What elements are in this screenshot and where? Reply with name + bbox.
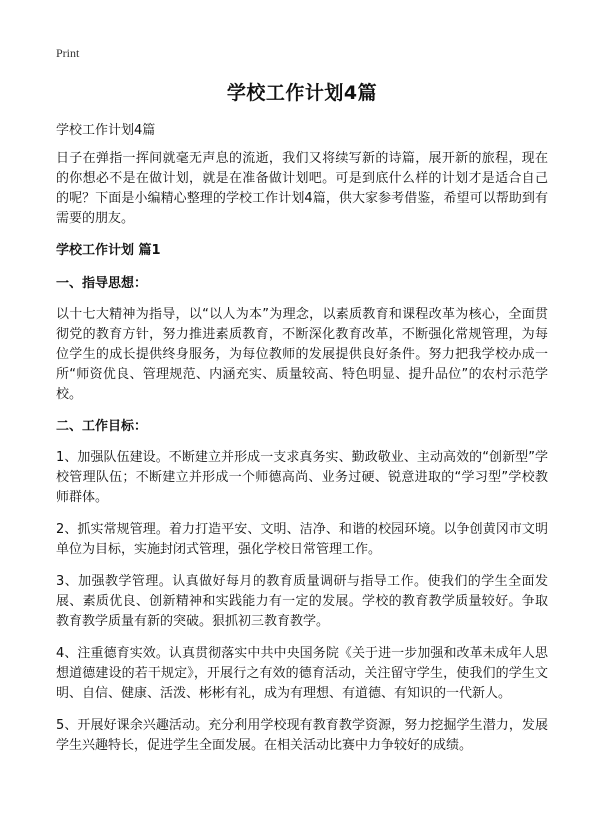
document-title: 学校工作计划4篇 bbox=[226, 82, 378, 104]
goal-item-2: 2、抓实常规管理。着力打造平安、文明、洁净、和谐的校园环境。以争创黄冈市文明单位为目标，实施封闭式管理，强化学校日常管理工作。 bbox=[56, 522, 548, 557]
goal-item-5: 5、开展好课余兴趣活动。充分利用学校现有教育教学资源，努力挖掘学生潜力，发展学生兴趣特长，促进学生全面发展。在相关活动比赛中力争较好的成绩。 bbox=[56, 718, 548, 753]
goal-item-3: 3、加强教学管理。认真做好每月的教育质量调研与指导工作。使我们的学生全面发展、素质优良、创新精神和实践能力有一定的发展。学校的教育教学质量较好。争取教育教学质量有新的突破。狠抓初三教育教学。 bbox=[56, 574, 548, 629]
document-body bbox=[56, 149, 548, 768]
guiding-thought-heading: 一、指导思想： bbox=[56, 276, 148, 291]
plan1-heading: 学校工作计划 篇1 bbox=[56, 243, 161, 258]
guiding-thought-paragraph: 以十七大精神为指导，以“以人为本”为理念，以素质教育和课程改革为核心，全面贯彻党的教育方针，努力推进素质教育，不断深化教育改革，不断强化常规管理，为每位学生的成长提供终身服务，为每位教师的发展提供良好条件。努力把我学校办成一所“师资优良、管理规范、内涵充实、质量较高、特色明显、提升品位”的农村示范学校。 bbox=[56, 307, 548, 402]
goal-item-1: 1、加强队伍建设。不断建立并形成一支求真务实、勤政敬业、主动高效的“创新型”学校管理队伍；不断建立并形成一个师德高尚、业务过硬、锐意进取的“学习型”学校教师群体。 bbox=[56, 450, 548, 505]
goal-item-4: 4、注重德育实效。认真贯彻落实中共中央国务院《关于进一步加强和改革未成年人思想道德建设的若干规定》，开展行之有效的德育活动，关注留守学生，使我们的学生文明、自信、健康、活泼、彬彬有礼，成为有理想、有道德、有知识的一代新人。 bbox=[56, 646, 548, 701]
document-subtitle: 学校工作计划4篇 bbox=[56, 123, 156, 138]
print-link[interactable]: Print bbox=[56, 46, 80, 60]
work-goals-heading: 二、工作目标： bbox=[56, 419, 148, 434]
intro-paragraph: 日子在弹指一挥间就毫无声息的流逝，我们又将续写新的诗篇，展开新的旅程，现在的你想必不是在做计划，就是在准备做计划吧。可是到底什么样的计划才是适合自己的呢？下面是小编精心整理的学校工作计划4篇，供大家参考借鉴，希望可以帮助到有需要的朋友。 bbox=[56, 151, 548, 226]
